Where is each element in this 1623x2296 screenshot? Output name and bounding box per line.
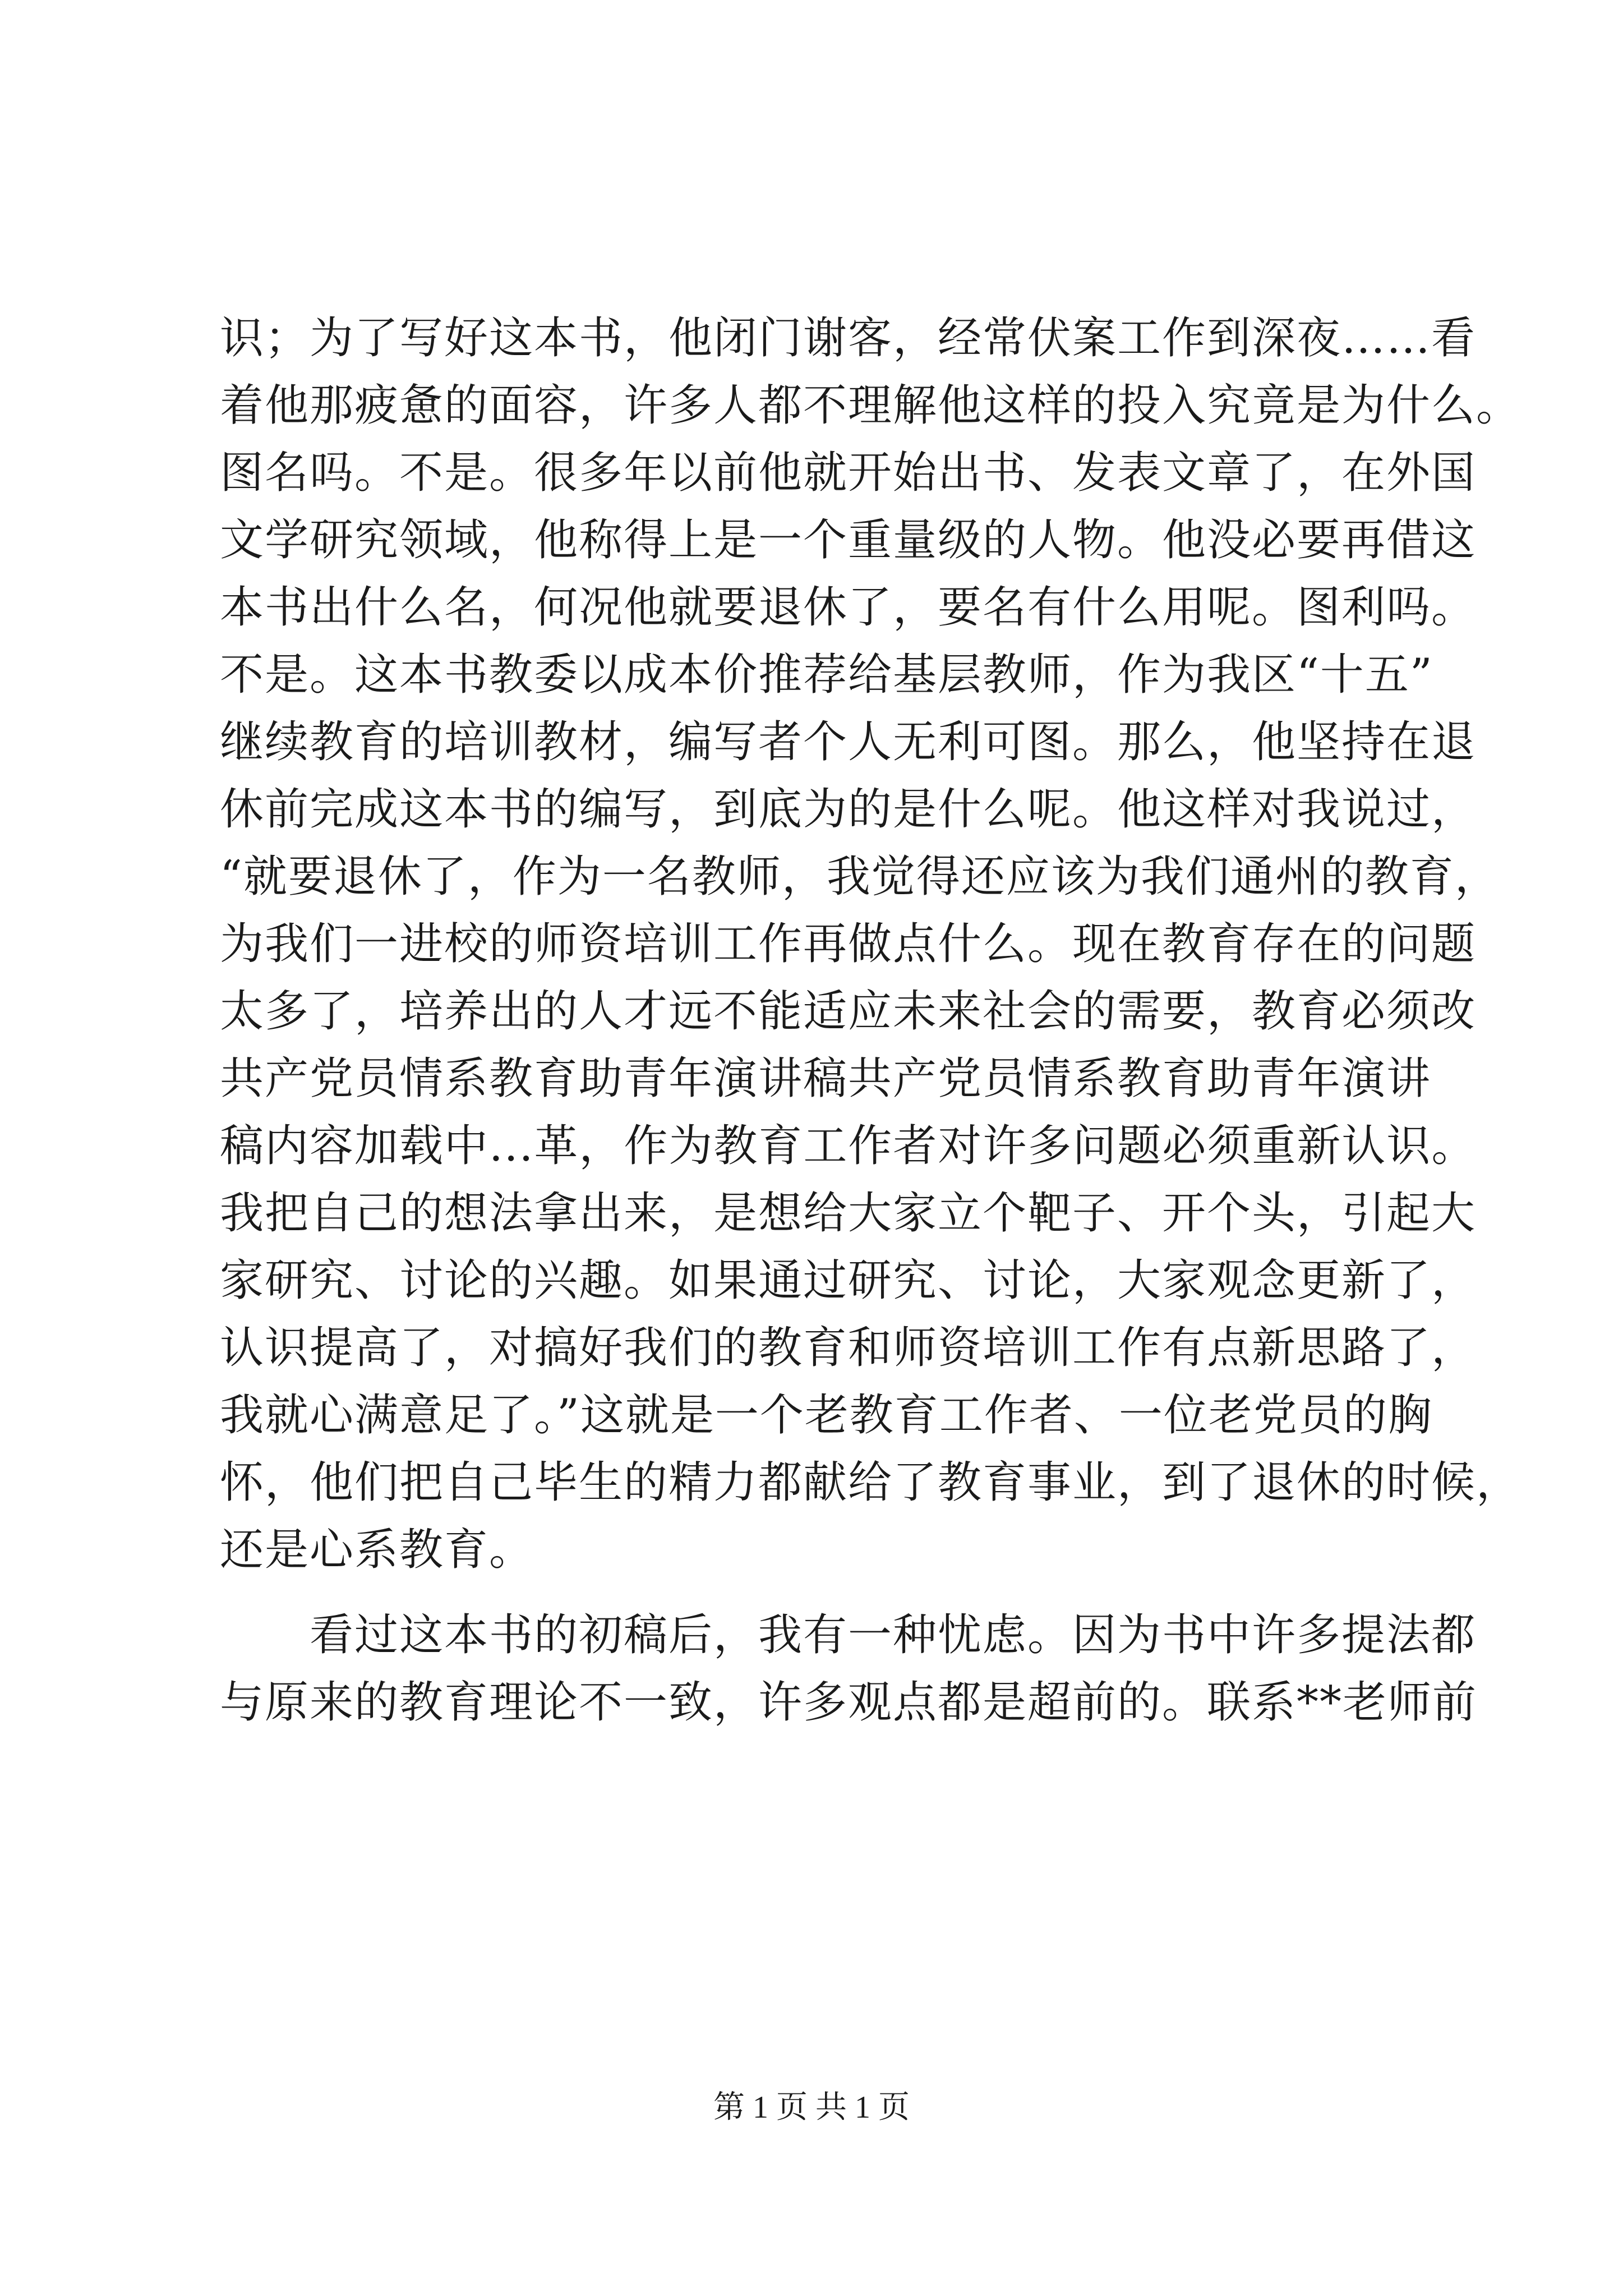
text-line: 图名吗。不是。很多年以前他就开始出书、发表文章了，在外国 [220, 448, 1477, 498]
text-line: 还是心系教育。 [220, 1525, 534, 1575]
paragraph-first-line: 看过这本书的初稿后，我有一种忧虑。因为书中许多提法都 [310, 1610, 1477, 1660]
text-line: 稿内容加载中...革，作为教育工作者对许多问题必须重新认识。 [220, 1121, 1477, 1171]
text-line: 休前完成这本书的编写，到底为的是什么呢。他这样对我说过， [220, 784, 1477, 835]
text-line: 继续教育的培训教材，编写者个人无利可图。那么，他坚持在退 [220, 717, 1477, 767]
text-line: 太多了，培养出的人才远不能适应未来社会的需要，教育必须改 [220, 986, 1477, 1037]
text-line: 识；为了写好这本书，他闭门谢客，经常伏案工作到深夜……看 [220, 313, 1477, 364]
text-line: 怀，他们把自己毕生的精力都献给了教育事业，到了退休的时候， [220, 1457, 1521, 1508]
text-line: 家研究、讨论的兴趣。如果通过研究、讨论，大家观念更新了， [220, 1255, 1477, 1306]
text-line: 认识提高了，对搞好我们的教育和师资培训工作有点新思路了， [220, 1323, 1477, 1373]
text-line: 我就心满意足了。”这就是一个老教育工作者、一位老党员的胸 [220, 1390, 1433, 1441]
text-line: 我把自己的想法拿出来，是想给大家立个靶子、开个头，引起大 [220, 1188, 1477, 1239]
text-line: “就要退休了，作为一名教师，我觉得还应该为我们通州的教育， [220, 852, 1500, 902]
text-line: 共产党员情系教育助青年演讲稿共产党员情系教育助青年演讲 [220, 1053, 1432, 1104]
body-text [220, 307, 1521, 1739]
text-line: 与原来的教育理论不一致，许多观点都是超前的。联系**老师前 [220, 1677, 1478, 1728]
text-line: 为我们一进校的师资培训工作再做点什么。现在教育存在的问题 [220, 919, 1477, 969]
text-line: 本书出什么名，何况他就要退休了，要名有什么用呢。图利吗。 [220, 582, 1477, 633]
page-number-footer: 第 1 页 共 1 页 [713, 2090, 910, 2125]
text-line: 着他那疲惫的面容，许多人都不理解他这样的投入究竟是为什么。 [220, 380, 1521, 431]
text-line: 不是。这本书教委以成本价推荐给基层教师，作为我区“十五” [220, 650, 1433, 700]
text-line: 文学研究领域，他称得上是一个重量级的人物。他没必要再借这 [220, 515, 1477, 565]
